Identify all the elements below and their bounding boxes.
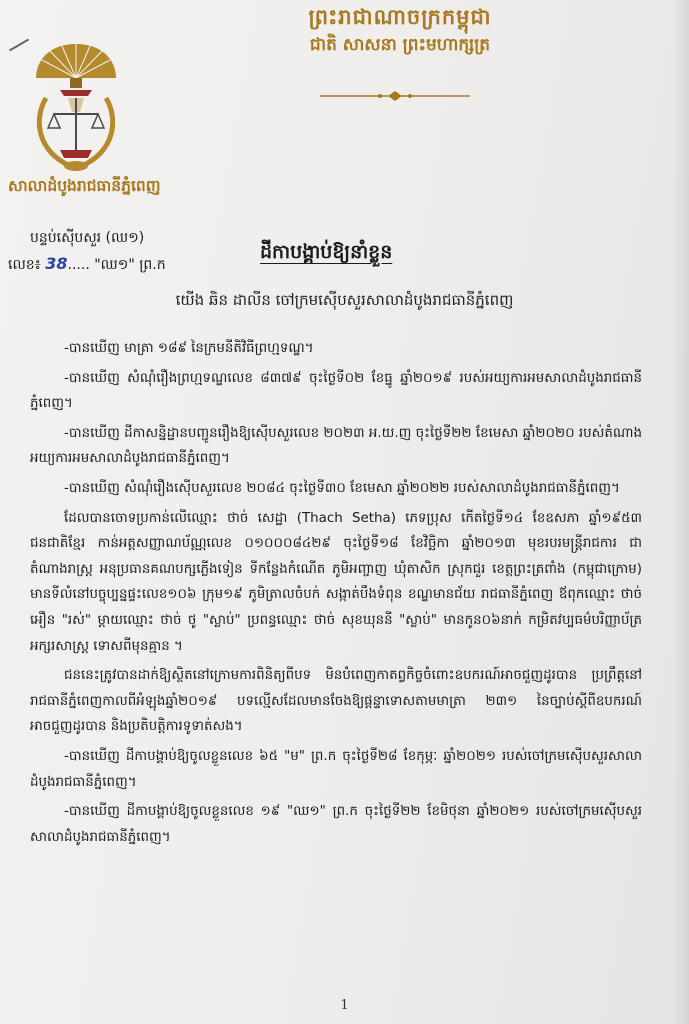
document-title: ដីកាបង្គាប់ឱ្យនាំខ្លួន	[260, 241, 393, 263]
paragraph: -បានឃើញ មាត្រា ១៨៩ នៃក្រមនីតិវិធីព្រហ្មទណ្ឌ។	[64, 341, 314, 356]
khmer-court-emblem-icon	[30, 38, 122, 178]
divider-ornament-icon	[310, 90, 480, 102]
reference-suffix: ..... "ឈ១" ព្រ.ក	[67, 257, 166, 273]
pen-mark	[9, 39, 29, 52]
office-name: បន្ទប់ស៊ើបសួរ (ឈ១)	[30, 230, 145, 246]
issuer-line: យើង ឆិន ដាលីន ចៅក្រមស៊ើបសួរសាលាដំបូងរាជធានីភ្នំពេញ	[175, 291, 514, 309]
court-name: សាលាដំបូងរាជធានីភ្នំពេញ	[8, 177, 161, 195]
paragraph: -បានឃើញ ដីកាសន្និដ្ឋានបញ្ជូនរឿងឱ្យស៊ើបសួរលេខ ២០២៣ អ.យ.ញ ចុះថ្ងៃទី២២ ខែមេសា ឆ្នាំ២០២០ របស់តំណាងអយ្យការអមសាលាដំបូងរាជធានីភ្នំពេញ។	[30, 425, 642, 467]
kingdom-heading: ព្រះរាជាណាចក្រកម្ពុជា	[308, 5, 492, 29]
document-body	[30, 336, 642, 854]
paragraph: -បានឃើញ ដីកាបង្គាប់ឱ្យចូលខ្លួនលេខ ១៩ "ឈ១" ព្រ.ក ចុះថ្ងៃទី២២ ខែមិថុនា ឆ្នាំ២០២១ របស់ចៅក្រមស៊ើបសួរសាលាដំបូងរាជធានីភ្នំពេញ។	[30, 804, 642, 845]
paragraph: -បានឃើញ ដីកាបង្គាប់ឱ្យចូលខ្លួនលេខ ៦៥ "ម" ព្រ.ក ចុះថ្ងៃទី២៨ ខែកុម្ភៈ ឆ្នាំ២០២១ របស់ចៅក្រមស៊ើបសួរសាលាដំបូងរាជធានីភ្នំពេញ។	[30, 748, 642, 790]
national-motto: ជាតិ សាសនា ព្រះមហាក្សត្រ	[309, 35, 491, 55]
paragraph: ដែលបានចោទប្រកាន់លើឈ្មោះ ថាច់ សេដ្ឋា (Thach Setha) ភេទប្រុស កើតថ្ងៃទី១៤ ខែឧសភា ឆ្នាំ១៩៥៣ ជនជាតិខ្មែរ កាន់អត្តសញ្ញាណប័ណ្ណលេខ ០១០០០៨៤២៩ ចុះថ្ងៃទី១៨ ខែវិច្ឆិកា ឆ្នាំ២០១៣ មុខរបរមន្ត្រីរាជការ ជាតំណាងរាស្ត្រ អនុប្រធានគណបក្សភ្លើងទៀន ទីកន្លែងកំណើត ភូមិអញ្ចាញ ឃុំតាសិក ស្រុកជួរ ខេត្តព្រះត្រពាំង (កម្ពុជាក្រោម) មានទីលំនៅបច្ចុប្បន្នផ្ទះលេខ១០៦ ក្រុម១៩ ភូមិត្រាលចំបក់ សង្កាត់បឹងទំពុន ខណ្ឌមានជ័យ រាជធានីភ្នំពេញ ឪពុកឈ្មោះ ថាច់ អឿន "រស់" ម្ដាយឈ្មោះ ថាច់ ថូ "ស្លាប់" ប្រពន្ធឈ្មោះ ថាច់ សុខឃុននី "ស្លាប់" មានកូន០៦នាក់ កម្រិតវប្បធម៌បរិញ្ញាប័ត្រអក្សរសាស្ត្រ ទោសពីមុនគ្មាន ។	[30, 510, 642, 654]
page-shadow	[671, 0, 689, 1024]
reference-number	[8, 254, 166, 276]
reference-handwritten-number: 38	[45, 254, 68, 273]
paragraph: -បានឃើញ សំណុំរឿងស៊ើបសួរលេខ ២០៨៤ ចុះថ្ងៃទី៣០ ខែមេសា ឆ្នាំ២០២២ របស់សាលាដំបូងរាជធានីភ្នំពេញ។	[64, 480, 620, 496]
paragraph: ជននេះត្រូវបានដាក់ឱ្យស្ថិតនៅក្រោមការពិនិត្យពីបទ មិនបំពេញកាតព្វកិច្ចចំពោះឧបករណ៍អាចជួញដូរបាន ប្រព្រឹត្តនៅរាជធានីភ្នំពេញកាលពីអំឡុងឆ្នាំ២០១៩ បទល្មើសដែលមានចែងឱ្យផ្ដន្ទាទោសតាមមាត្រា ២៣១ នៃច្បាប់ស្ដីពីឧបករណ៍អាចជួញដូរបាន និងប្រតិបត្តិការទូទាត់សង។	[30, 668, 642, 735]
paragraph: -បានឃើញ សំណុំរឿងព្រហ្មទណ្ឌលេខ ៨៣៧៩ ចុះថ្ងៃទី០២ ខែធ្នូ ឆ្នាំ២០១៩ របស់អយ្យការអមសាលាដំបូងរាជធានីភ្នំពេញ។	[30, 370, 642, 412]
reference-prefix: លេខ៖	[8, 257, 41, 273]
page-number: 1	[340, 998, 349, 1013]
